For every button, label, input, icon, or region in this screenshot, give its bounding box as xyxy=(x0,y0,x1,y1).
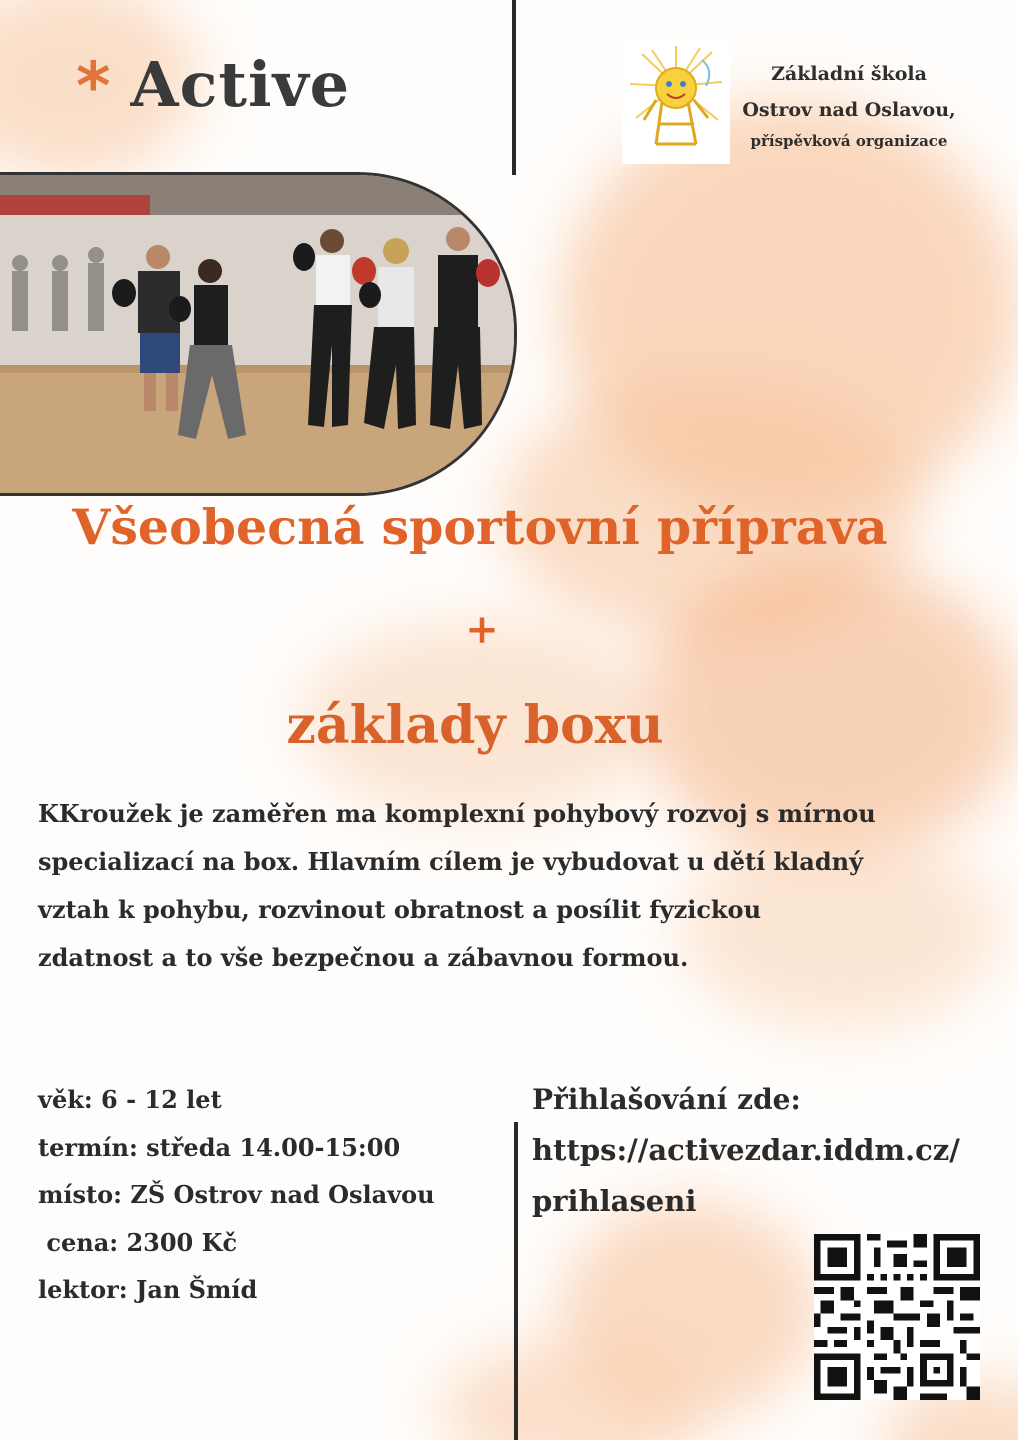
headline-subtitle: základy boxu xyxy=(286,695,664,756)
school-name xyxy=(732,56,966,154)
signup-section xyxy=(532,1074,960,1227)
boxing-photo xyxy=(0,172,517,496)
sun-logo-icon xyxy=(622,40,730,164)
headline-title: Všeobecná sportovní příprava xyxy=(72,498,888,556)
brand-name: Active xyxy=(130,48,351,121)
description-line: vztah k pohybu, rozvinout obratnost a posílit fyzickou xyxy=(38,895,762,924)
detail-price: cena: 2300 Kč xyxy=(38,1227,238,1257)
course-details xyxy=(38,1076,435,1314)
school-line-2: Ostrov nad Oslavou, xyxy=(742,99,956,121)
signup-label: Přihlašování zde: xyxy=(532,1083,801,1116)
description-line: specializací na box. Hlavním cílem je vybudovat u dětí kladný xyxy=(38,847,864,876)
detail-time: termín: středa 14.00-15:00 xyxy=(38,1132,401,1162)
signup-link-continued[interactable]: prihlaseni xyxy=(532,1184,697,1218)
detail-age: věk: 6 - 12 let xyxy=(38,1085,222,1114)
description-line: KKroužek je zaměřen ma komplexní pohybový rozvoj s mírnou xyxy=(38,799,876,828)
divider-line-bottom xyxy=(514,1122,518,1440)
qr-code-icon[interactable] xyxy=(814,1234,980,1400)
asterisk-icon: * xyxy=(76,47,111,125)
school-line-3: příspěvková organizace xyxy=(750,132,948,150)
headline-plus: + xyxy=(465,606,499,653)
brand-header xyxy=(76,47,351,125)
description-line: zdatnost a to vše bezpečnou a zábavnou formou. xyxy=(38,943,689,972)
signup-link[interactable]: https://activezdar.iddm.cz/ xyxy=(532,1133,960,1167)
detail-place: místo: ZŠ Ostrov nad Oslavou xyxy=(38,1180,435,1209)
divider-line-top xyxy=(512,0,516,175)
detail-lecturer: lektor: Jan Šmíd xyxy=(38,1275,258,1304)
description xyxy=(38,790,988,982)
school-line-1: Základní škola xyxy=(771,63,927,85)
